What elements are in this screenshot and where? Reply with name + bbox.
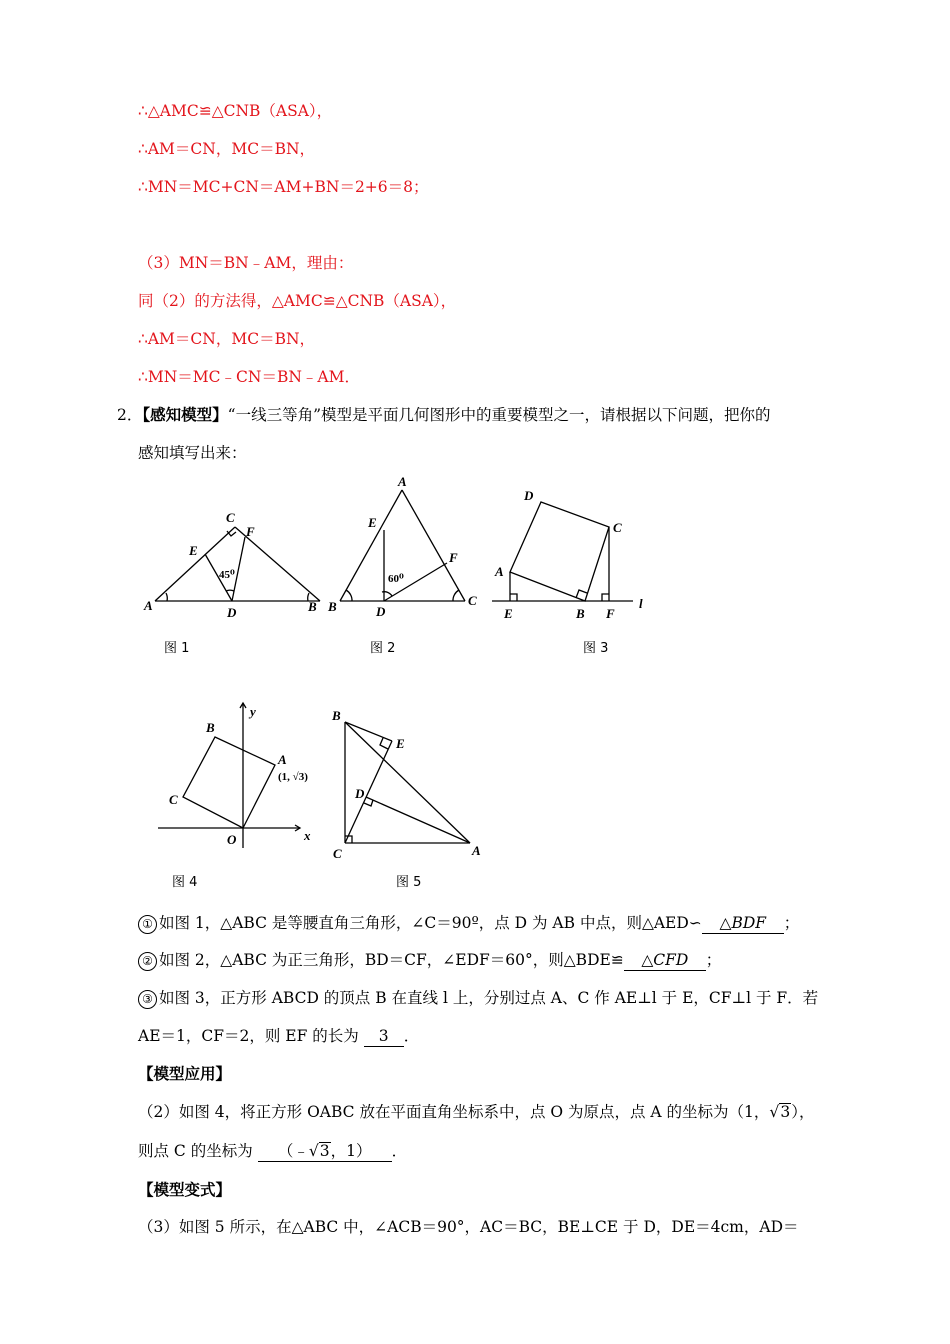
fig5-label-E: E bbox=[396, 736, 405, 751]
fig2-label-B: B bbox=[328, 599, 337, 614]
app-answer: （﹣√3，1） bbox=[258, 1141, 392, 1162]
fig1-label-A: A bbox=[144, 598, 153, 613]
application-line-2 bbox=[138, 1141, 407, 1162]
application-line-1: （2）如图 4，将正方形 OABC 放在平面直角坐标系中，点 O 为原点，点 A 的坐标为（1，√3）， bbox=[138, 1103, 815, 1121]
section-title-application: 【模型应用】 bbox=[138, 1064, 232, 1083]
fig4-label-x: x bbox=[304, 828, 311, 843]
fig5-label-B: B bbox=[332, 708, 341, 723]
fig1-angle: 45⁰ bbox=[219, 569, 235, 581]
fig1-label-B: B bbox=[308, 599, 317, 614]
fig5-label-D: D bbox=[355, 786, 365, 801]
fig3-label-A: A bbox=[495, 564, 504, 579]
fig3-label-E: E bbox=[504, 606, 513, 621]
fig4-label-A: A bbox=[278, 752, 287, 767]
fig2-label-F: F bbox=[449, 550, 458, 565]
solution-line-7: ∴MN＝MC﹣CN＝BN﹣AM． bbox=[138, 368, 360, 386]
figure-1 bbox=[155, 527, 320, 601]
app-text-2-suffix: ． bbox=[391, 1142, 408, 1160]
fig2-label-D: D bbox=[376, 604, 386, 619]
fig4-label-y: y bbox=[250, 704, 256, 719]
circled-number-2: ② bbox=[138, 952, 157, 971]
fig5-label-A: A bbox=[472, 843, 481, 858]
figure-3 bbox=[492, 502, 633, 601]
section-title-perception: 【感知模型】 bbox=[142, 405, 228, 424]
figure-5 bbox=[345, 722, 470, 843]
solution-line-3: ∴MN＝MC+CN＝AM+BN＝2+6＝8； bbox=[138, 178, 429, 196]
solution-line-4: （3）MN＝BN﹣AM，理由： bbox=[138, 254, 354, 272]
fig4-label-C: C bbox=[169, 792, 178, 807]
q3-answer: 3 bbox=[364, 1026, 404, 1047]
caption-fig2: 图 2 bbox=[370, 641, 396, 656]
fig1-label-E: E bbox=[189, 543, 198, 558]
fig4-label-O: O bbox=[227, 832, 237, 847]
q2-suffix: ； bbox=[705, 951, 722, 969]
circled-number-3: ③ bbox=[138, 990, 157, 1009]
app-answer-b: ，1） bbox=[330, 1142, 372, 1160]
fig1-label-C: C bbox=[226, 510, 235, 525]
fig2-label-E: E bbox=[368, 515, 377, 530]
q2-text: 如图 2，△ABC 为正三角形，BD＝CF，∠EDF＝60°，则△BDE≌ bbox=[159, 951, 624, 969]
app-sqrt-3: 3 bbox=[780, 1103, 791, 1121]
section-title-variation: 【模型变式】 bbox=[138, 1180, 232, 1199]
fig4-coord: (1, √3) bbox=[278, 771, 308, 783]
q3-text: 如图 3，正方形 ABCD 的顶点 B 在直线 l 上，分别过点 A、C 作 AE⊥l 于 E，CF⊥l 于 F．若 bbox=[159, 989, 819, 1007]
fig1-label-D: D bbox=[227, 605, 237, 620]
solution-line-2: ∴AM＝CN，MC＝BN， bbox=[138, 140, 316, 158]
solution-line-5: 同（2）的方法得，△AMC≌△CNB（ASA）， bbox=[138, 292, 457, 310]
question-1 bbox=[138, 913, 799, 934]
fig3-label-F: F bbox=[606, 606, 615, 621]
solution-line-6: ∴AM＝CN，MC＝BN， bbox=[138, 330, 316, 348]
caption-fig4: 图 4 bbox=[172, 875, 198, 890]
fig4-label-B: B bbox=[206, 720, 215, 735]
fig3-label-l: l bbox=[639, 596, 643, 611]
q3-text-2: AE＝1，CF＝2，则 EF 的长为 bbox=[138, 1027, 359, 1045]
question-3-line-2 bbox=[138, 1026, 419, 1047]
question-3-line-1 bbox=[138, 988, 818, 1009]
variation-line: （3）如图 5 所示，在△ABC 中，∠ACB＝90°，AC＝BC，BE⊥CE 于 D，DE＝4cm，AD＝ bbox=[138, 1218, 799, 1236]
q1-answer: △BDF bbox=[702, 913, 784, 934]
app-answer-a: （﹣ bbox=[277, 1142, 309, 1160]
problem-number: 2． bbox=[117, 406, 143, 424]
fig3-label-C: C bbox=[613, 520, 622, 535]
fig2-label-C: C bbox=[468, 593, 477, 608]
app-text-1: （2）如图 4，将正方形 OABC 放在平面直角坐标系中，点 O 为原点，点 A 的坐标为（1， bbox=[138, 1103, 770, 1121]
fig2-label-A: A bbox=[398, 474, 407, 489]
q1-text: 如图 1，△ABC 是等腰直角三角形，∠C＝90º，点 D 为 AB 中点，则△AED∽ bbox=[159, 914, 702, 932]
fig5-label-C: C bbox=[333, 846, 342, 861]
fig3-label-D: D bbox=[524, 488, 534, 503]
app-answer-sqrt: 3 bbox=[319, 1142, 330, 1160]
app-text-1-suffix: ）， bbox=[791, 1103, 815, 1121]
intro-text: “一线三等角”模型是平面几何图形中的重要模型之一，请根据以下问题，把你的 bbox=[227, 406, 771, 424]
solution-line-1: ∴△AMC≌△CNB（ASA）， bbox=[138, 102, 333, 120]
circled-number-1: ① bbox=[138, 915, 157, 934]
fig2-angle: 60⁰ bbox=[388, 573, 404, 585]
app-text-2: 则点 C 的坐标为 bbox=[138, 1142, 253, 1160]
q3-suffix: ． bbox=[403, 1027, 420, 1045]
caption-fig1: 图 1 bbox=[164, 641, 190, 656]
fig1-label-F: F bbox=[246, 524, 255, 539]
caption-fig5: 图 5 bbox=[396, 875, 422, 890]
q1-suffix: ； bbox=[783, 914, 800, 932]
q2-answer: △CFD bbox=[624, 950, 706, 971]
question-2 bbox=[138, 950, 721, 971]
caption-fig3: 图 3 bbox=[583, 641, 609, 656]
fig3-label-B: B bbox=[576, 606, 585, 621]
intro-line-2: 感知填写出来： bbox=[138, 444, 247, 462]
